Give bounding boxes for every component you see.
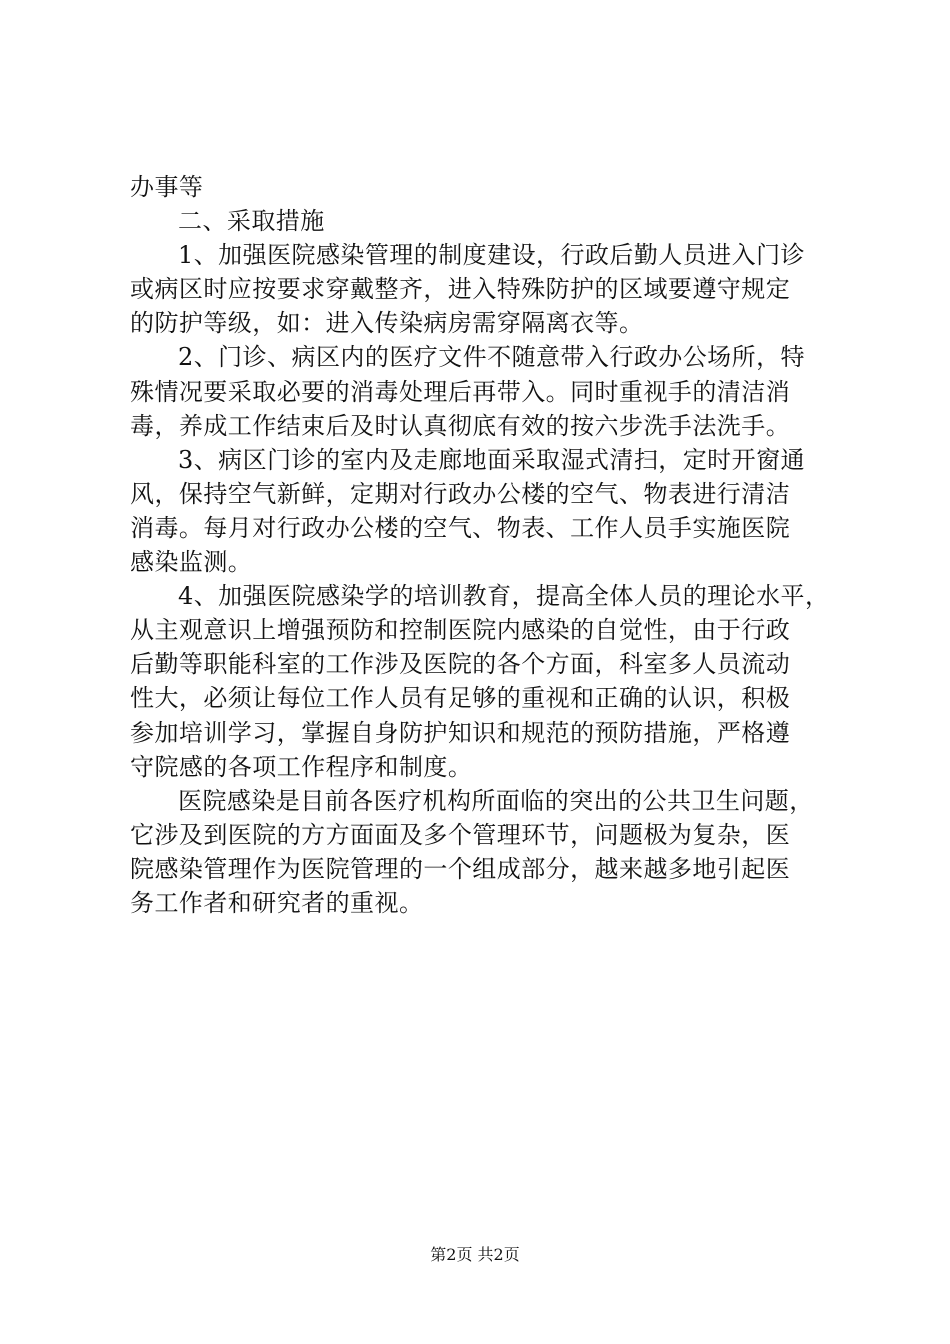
paragraph-line: 它涉及到医院的方方面面及多个管理环节，问题极为复杂，医 <box>130 820 791 849</box>
paragraph-line: 务工作者和研究者的重视。 <box>130 888 424 917</box>
paragraph-measure-1 <box>130 238 830 340</box>
paragraph-line: 4、加强医院感染学的培训教育，提高全体人员的理论水平， <box>178 582 830 611</box>
paragraph-line: 守院感的各项工作程序和制度。 <box>130 752 473 781</box>
paragraph-line: 后勤等职能科室的工作涉及医院的各个方面，科室多人员流动 <box>130 650 791 679</box>
paragraph-line: 或病区时应按要求穿戴整齐，进入特殊防护的区域要遵守规定 <box>130 275 791 304</box>
paragraph-line: 3、病区门诊的室内及走廊地面采取湿式清扫，定时开窗通 <box>178 445 805 474</box>
paragraph-line: 风，保持空气新鲜，定期对行政办公楼的空气、物表进行清洁 <box>130 479 791 508</box>
paragraph-conclusion <box>130 784 830 920</box>
paragraph-line: 2、门诊、病区内的医疗文件不随意带入行政办公场所，特 <box>178 343 805 372</box>
paragraph-line: 的防护等级，如：进入传染病房需穿隔离衣等。 <box>130 309 644 338</box>
intro-tail-text: 办事等 <box>130 173 204 201</box>
paragraph-line: 消毒。每月对行政办公楼的空气、物表、工作人员手实施医院 <box>130 513 791 542</box>
paragraph-line: 参加培训学习，掌握自身防护知识和规范的预防措施，严格遵 <box>130 718 791 747</box>
paragraph-line: 毒，养成工作结束后及时认真彻底有效的按六步洗手法洗手。 <box>130 411 791 440</box>
paragraph-line: 1、加强医院感染管理的制度建设，行政后勤人员进入门诊 <box>178 241 805 270</box>
paragraph-line: 医院感染是目前各医疗机构所面临的突出的公共卫生问题， <box>178 786 814 815</box>
paragraph-measure-3 <box>130 443 830 579</box>
paragraph-measure-4 <box>130 579 830 784</box>
section-heading: 二、采取措施 <box>178 207 325 236</box>
paragraph-line: 院感染管理作为医院管理的一个组成部分，越来越多地引起医 <box>130 854 791 883</box>
paragraph-line: 性大，必须让每位工作人员有足够的重视和正确的认识，积极 <box>130 684 791 713</box>
document-body <box>130 170 830 920</box>
paragraph-line: 从主观意识上增强预防和控制医院内感染的自觉性，由于行政 <box>130 616 791 645</box>
paragraph-measure-2 <box>130 340 830 442</box>
paragraph-line: 殊情况要采取必要的消毒处理后再带入。同时重视手的清洁消 <box>130 377 791 406</box>
paragraph-line: 感染监测。 <box>130 548 253 577</box>
page-number-footer: 第2页 共2页 <box>430 1245 520 1264</box>
